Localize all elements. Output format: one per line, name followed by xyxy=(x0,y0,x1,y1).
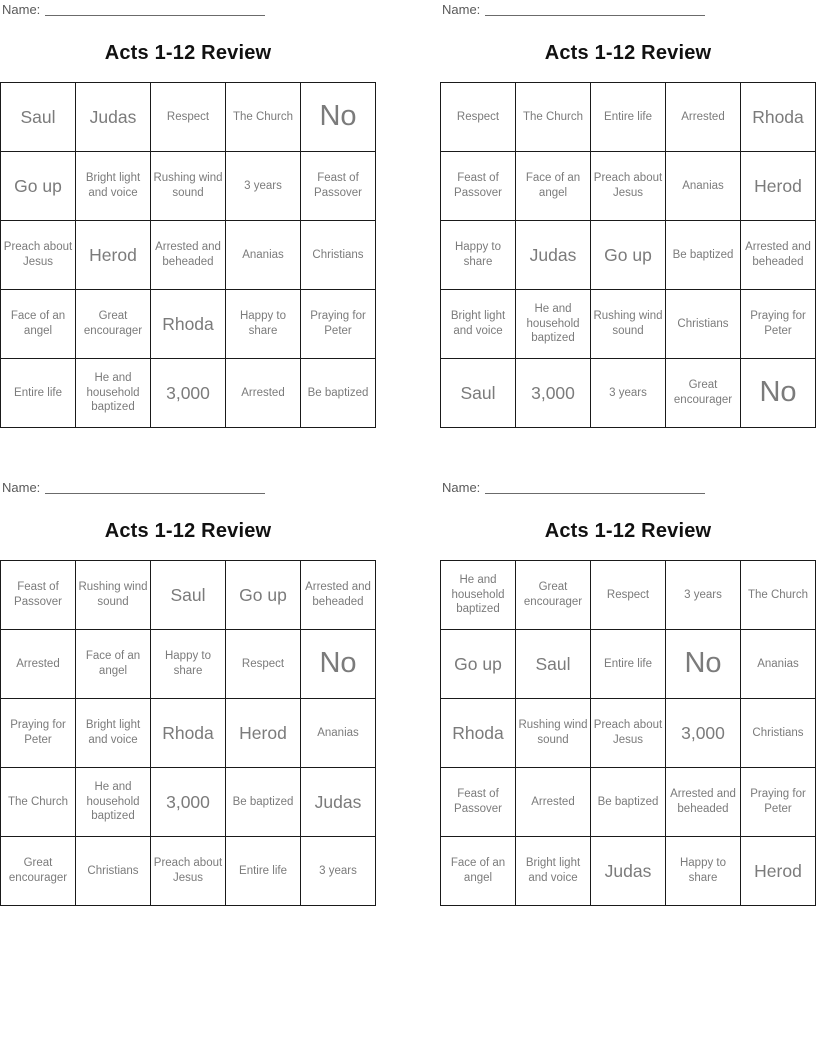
bingo-grid-3 xyxy=(0,560,376,906)
card-title: Acts 1-12 Review xyxy=(104,520,272,542)
bingo-cell-r3c2: Rushing wind sound xyxy=(516,699,591,768)
bingo-cell-r1c2: Great encourager xyxy=(516,561,591,630)
bingo-cell-r5c4: Arrested xyxy=(226,359,301,428)
bingo-cell-r1c3: Entire life xyxy=(591,83,666,152)
bingo-cell-r2c1: Feast of Passover xyxy=(441,152,516,221)
card-title: Acts 1-12 Review xyxy=(544,42,712,64)
bingo-cell-r2c3: Entire life xyxy=(591,630,666,699)
bingo-cell-r3c5: Ananias xyxy=(301,699,376,768)
bingo-cell-r4c1: The Church xyxy=(1,768,76,837)
bingo-cell-r5c2: 3,000 xyxy=(516,359,591,428)
bingo-row-5 xyxy=(1,359,376,428)
name-label: Name: xyxy=(442,2,481,17)
bingo-cell-r3c4: Be baptized xyxy=(666,221,741,290)
bingo-cell-r5c5: No xyxy=(741,359,816,428)
bingo-row-2 xyxy=(1,152,376,221)
bingo-cell-r5c2: Christians xyxy=(76,837,151,906)
bingo-cell-r1c4: The Church xyxy=(226,83,301,152)
bingo-cell-r3c3: Arrested and beheaded xyxy=(151,221,226,290)
bingo-cell-r5c3: Judas xyxy=(591,837,666,906)
bingo-cell-r3c2: Herod xyxy=(76,221,151,290)
name-row xyxy=(442,480,705,495)
bingo-cell-r5c3: 3,000 xyxy=(151,359,226,428)
bingo-cell-r2c2: Saul xyxy=(516,630,591,699)
bingo-cell-r2c2: Bright light and voice xyxy=(76,152,151,221)
bingo-cell-r1c1: He and household baptized xyxy=(441,561,516,630)
bingo-cell-r4c3: 3,000 xyxy=(151,768,226,837)
bingo-cell-r2c2: Face of an angel xyxy=(76,630,151,699)
bingo-cell-r1c4: Arrested xyxy=(666,83,741,152)
bingo-cell-r2c4: Respect xyxy=(226,630,301,699)
bingo-cell-r3c4: Herod xyxy=(226,699,301,768)
bingo-cell-r2c1: Go up xyxy=(441,630,516,699)
bingo-cell-r4c3: Be baptized xyxy=(591,768,666,837)
bingo-cell-r1c5: The Church xyxy=(741,561,816,630)
bingo-row-4 xyxy=(441,768,816,837)
bingo-cell-r2c1: Arrested xyxy=(1,630,76,699)
bingo-row-2 xyxy=(1,630,376,699)
bingo-cell-r2c3: Rushing wind sound xyxy=(151,152,226,221)
bingo-cell-r2c5: Herod xyxy=(741,152,816,221)
bingo-cell-r1c4: 3 years xyxy=(666,561,741,630)
name-label: Name: xyxy=(2,2,41,17)
bingo-cell-r5c5: Be baptized xyxy=(301,359,376,428)
bingo-row-4 xyxy=(1,768,376,837)
bingo-cell-r5c1: Entire life xyxy=(1,359,76,428)
bingo-cell-r3c4: Ananias xyxy=(226,221,301,290)
bingo-row-1 xyxy=(1,83,376,152)
bingo-card-1 xyxy=(0,0,376,434)
bingo-cell-r2c2: Face of an angel xyxy=(516,152,591,221)
bingo-row-3 xyxy=(441,221,816,290)
bingo-row-5 xyxy=(441,359,816,428)
bingo-row-1 xyxy=(441,83,816,152)
bingo-cell-r4c5: Judas xyxy=(301,768,376,837)
bingo-row-3 xyxy=(441,699,816,768)
bingo-cell-r4c2: He and household baptized xyxy=(76,768,151,837)
bingo-cell-r2c3: Happy to share xyxy=(151,630,226,699)
bingo-card-2 xyxy=(440,0,816,434)
bingo-card-4 xyxy=(440,478,816,912)
bingo-cell-r1c2: Judas xyxy=(76,83,151,152)
bingo-cell-r1c3: Respect xyxy=(151,83,226,152)
bingo-cell-r1c5: Rhoda xyxy=(741,83,816,152)
bingo-cell-r1c1: Respect xyxy=(441,83,516,152)
bingo-cell-r4c4: Happy to share xyxy=(226,290,301,359)
bingo-cell-r2c1: Go up xyxy=(1,152,76,221)
name-label: Name: xyxy=(442,480,481,495)
bingo-cell-r3c1: Praying for Peter xyxy=(1,699,76,768)
bingo-cell-r4c4: Christians xyxy=(666,290,741,359)
bingo-cell-r2c4: Ananias xyxy=(666,152,741,221)
bingo-cell-r1c2: Rushing wind sound xyxy=(76,561,151,630)
bingo-cell-r5c5: 3 years xyxy=(301,837,376,906)
name-blank-line xyxy=(45,4,265,16)
bingo-cell-r1c3: Saul xyxy=(151,561,226,630)
bingo-cell-r4c5: Praying for Peter xyxy=(741,768,816,837)
name-row xyxy=(2,2,265,17)
bingo-cell-r2c5: Feast of Passover xyxy=(301,152,376,221)
bingo-cell-r4c1: Face of an angel xyxy=(1,290,76,359)
bingo-cell-r1c3: Respect xyxy=(591,561,666,630)
bingo-cell-r4c2: He and household baptized xyxy=(516,290,591,359)
bingo-cell-r5c1: Saul xyxy=(441,359,516,428)
bingo-row-2 xyxy=(441,630,816,699)
bingo-cell-r1c1: Saul xyxy=(1,83,76,152)
bingo-cell-r5c5: Herod xyxy=(741,837,816,906)
bingo-row-5 xyxy=(441,837,816,906)
bingo-cell-r4c1: Bright light and voice xyxy=(441,290,516,359)
bingo-cell-r3c1: Happy to share xyxy=(441,221,516,290)
card-title: Acts 1-12 Review xyxy=(544,520,712,542)
name-label: Name: xyxy=(2,480,41,495)
bingo-cell-r3c5: Christians xyxy=(301,221,376,290)
bingo-cell-r5c4: Happy to share xyxy=(666,837,741,906)
bingo-row-3 xyxy=(1,221,376,290)
bingo-row-4 xyxy=(441,290,816,359)
bingo-cell-r5c1: Face of an angel xyxy=(441,837,516,906)
bingo-cell-r3c1: Preach about Jesus xyxy=(1,221,76,290)
bingo-cell-r3c5: Arrested and beheaded xyxy=(741,221,816,290)
bingo-row-4 xyxy=(1,290,376,359)
bingo-cell-r4c4: Arrested and beheaded xyxy=(666,768,741,837)
bingo-cell-r2c4: No xyxy=(666,630,741,699)
bingo-cell-r4c5: Praying for Peter xyxy=(741,290,816,359)
bingo-cell-r4c5: Praying for Peter xyxy=(301,290,376,359)
name-row xyxy=(442,2,705,17)
bingo-cell-r3c4: 3,000 xyxy=(666,699,741,768)
bingo-grid-1 xyxy=(0,82,376,428)
bingo-cell-r5c2: He and household baptized xyxy=(76,359,151,428)
bingo-card-3 xyxy=(0,478,376,912)
bingo-grid-2 xyxy=(440,82,816,428)
bingo-cell-r2c4: 3 years xyxy=(226,152,301,221)
bingo-cell-r1c5: No xyxy=(301,83,376,152)
bingo-row-5 xyxy=(1,837,376,906)
bingo-row-3 xyxy=(1,699,376,768)
bingo-cell-r5c4: Great encourager xyxy=(666,359,741,428)
bingo-cell-r5c2: Bright light and voice xyxy=(516,837,591,906)
bingo-cell-r4c4: Be baptized xyxy=(226,768,301,837)
bingo-cell-r3c3: Rhoda xyxy=(151,699,226,768)
bingo-cell-r2c5: No xyxy=(301,630,376,699)
bingo-grid-4 xyxy=(440,560,816,906)
bingo-cell-r3c2: Judas xyxy=(516,221,591,290)
bingo-cell-r1c4: Go up xyxy=(226,561,301,630)
card-title: Acts 1-12 Review xyxy=(104,42,272,64)
name-row xyxy=(2,480,265,495)
bingo-cell-r4c1: Feast of Passover xyxy=(441,768,516,837)
bingo-cell-r4c3: Rushing wind sound xyxy=(591,290,666,359)
bingo-row-2 xyxy=(441,152,816,221)
bingo-cell-r5c3: Preach about Jesus xyxy=(151,837,226,906)
bingo-cell-r3c2: Bright light and voice xyxy=(76,699,151,768)
bingo-cell-r1c1: Feast of Passover xyxy=(1,561,76,630)
bingo-row-1 xyxy=(1,561,376,630)
bingo-row-1 xyxy=(441,561,816,630)
bingo-cell-r3c3: Go up xyxy=(591,221,666,290)
name-blank-line xyxy=(45,482,265,494)
name-blank-line xyxy=(485,4,705,16)
bingo-cell-r5c1: Great encourager xyxy=(1,837,76,906)
bingo-cell-r1c5: Arrested and beheaded xyxy=(301,561,376,630)
name-blank-line xyxy=(485,482,705,494)
bingo-cell-r3c3: Preach about Jesus xyxy=(591,699,666,768)
bingo-cell-r5c3: 3 years xyxy=(591,359,666,428)
bingo-cell-r2c3: Preach about Jesus xyxy=(591,152,666,221)
bingo-cell-r3c1: Rhoda xyxy=(441,699,516,768)
bingo-cell-r2c5: Ananias xyxy=(741,630,816,699)
bingo-cell-r4c3: Rhoda xyxy=(151,290,226,359)
bingo-cell-r1c2: The Church xyxy=(516,83,591,152)
bingo-cell-r4c2: Arrested xyxy=(516,768,591,837)
bingo-cell-r5c4: Entire life xyxy=(226,837,301,906)
bingo-cell-r3c5: Christians xyxy=(741,699,816,768)
bingo-cell-r4c2: Great encourager xyxy=(76,290,151,359)
